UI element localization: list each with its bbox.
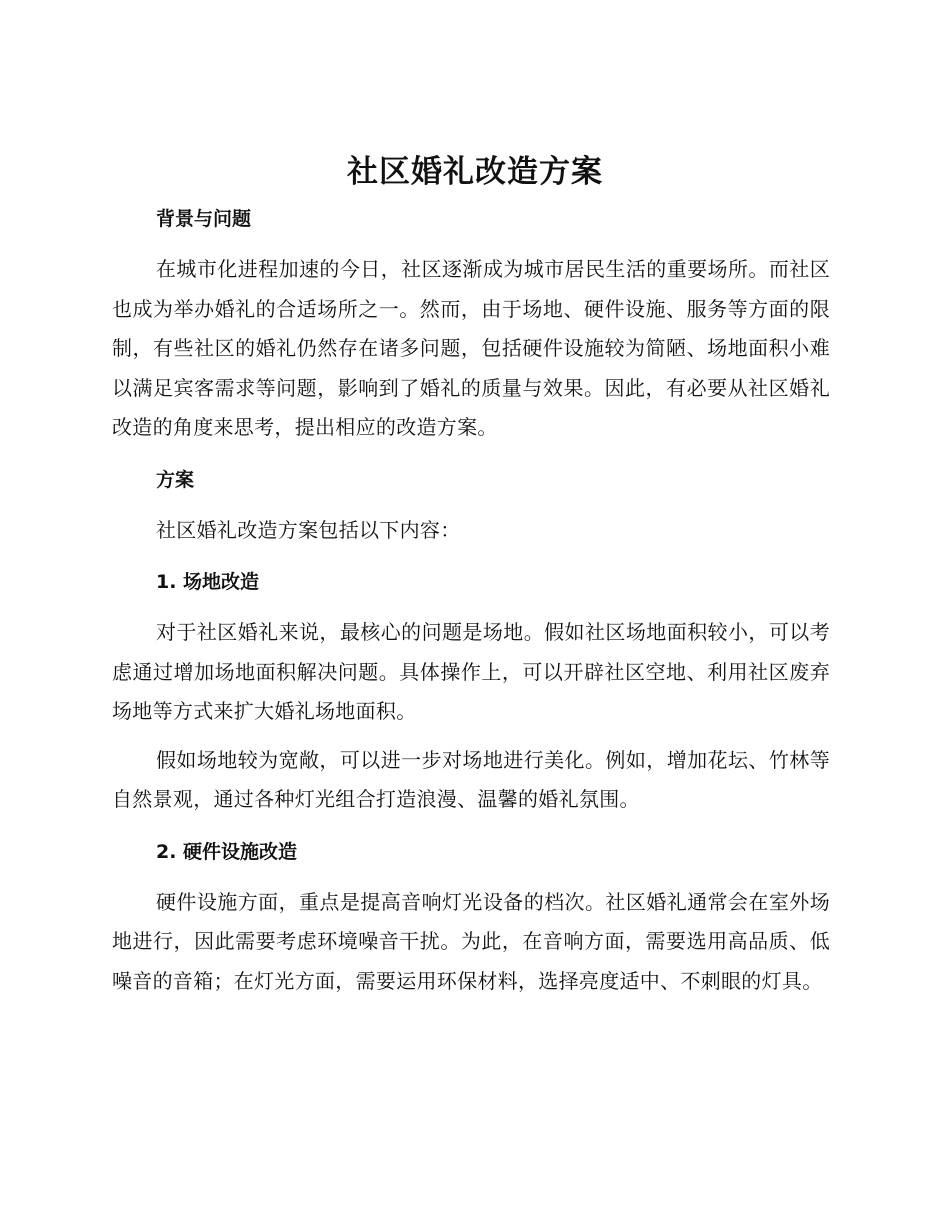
section-heading-hardware: 2. 硬件设施改造 — [156, 840, 298, 863]
section-heading-background: 背景与问题 — [156, 208, 252, 230]
section-heading-venue: 1. 场地改造 — [156, 571, 260, 593]
paragraph-venue-expand: 对于社区婚礼来说，最核心的问题是场地。假如社区场地面积较小，可以考虑通过增加场地面积解决问题。具体操作上，可以开辟社区空地、利用社区废弃场地等方式来扩大婚礼场地面积。 — [112, 620, 830, 723]
document-title: 社区婚礼改造方案 — [347, 154, 603, 190]
paragraph-hardware: 硬件设施方面，重点是提高音响灯光设备的档次。社区婚礼通常会在室外场地进行，因此需要考虑环境噪音干扰。为此，在音响方面，需要选用高品质、低噪音的音箱；在灯光方面，需要运用环保材料，选择亮度适中、不刺眼的灯具。 — [112, 889, 830, 993]
paragraph-background: 在城市化进程加速的今日，社区逐渐成为城市居民生活的重要场所。而社区也成为举办婚礼的合适场所之一。然而，由于场地、硬件设施、服务等方面的限制，有些社区的婚礼仍然存在诸多问题，包括硬件设施较为简陋、场地面积小难以满足宾客需求等问题，影响到了婚礼的质量与效果。因此，有必要从社区婚礼改造的角度来思考，提出相应的改造方案。 — [112, 257, 830, 439]
document-body — [112, 196, 830, 1010]
paragraph-plan-intro: 社区婚礼改造方案包括以下内容： — [156, 517, 461, 542]
paragraph-venue-beautify: 假如场地较为宽敞，可以进一步对场地进行美化。例如，增加花坛、竹林等自然景观，通过各种灯光组合打造浪漫、温馨的婚礼氛围。 — [112, 747, 830, 811]
section-heading-plan: 方案 — [156, 468, 195, 491]
